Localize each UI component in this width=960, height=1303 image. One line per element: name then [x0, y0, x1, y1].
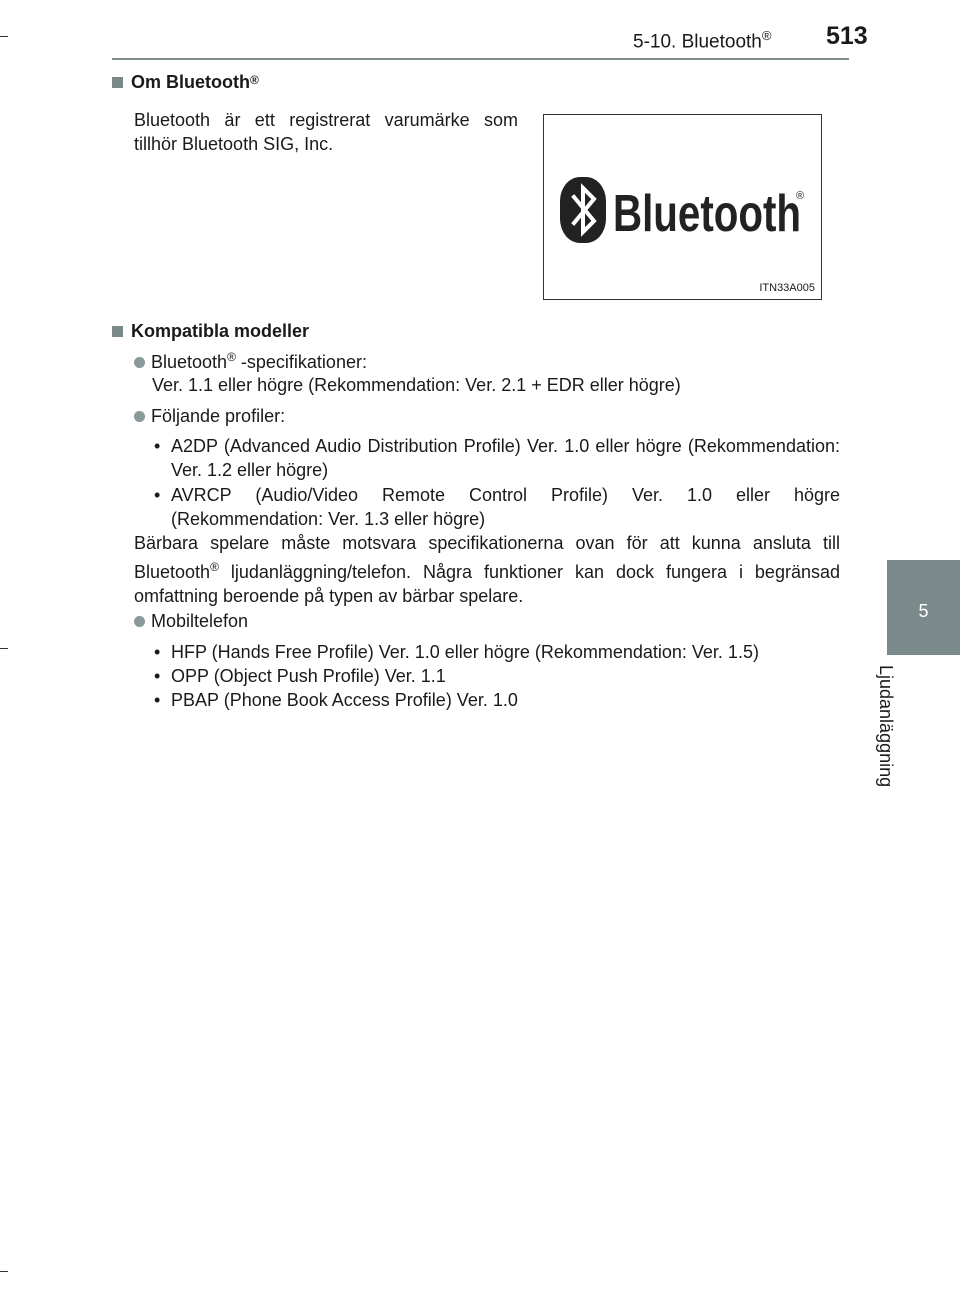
figure-code: ITN33A005: [759, 282, 815, 294]
list-item-profiles: Följande profiler:: [134, 404, 285, 428]
phone-profile-item: • PBAP (Phone Book Access Profile) Ver. 1.0: [154, 690, 518, 710]
crop-mark: [0, 648, 8, 649]
phone-profile-item: • OPP (Object Push Profile) Ver. 1.1: [154, 666, 446, 686]
round-bullet-icon: [134, 411, 145, 422]
svg-text:®: ®: [796, 190, 805, 202]
phone-profile-item: • HFP (Hands Free Profile) Ver. 1.0 eller högre (Rekommendation: Ver. 1.5): [154, 642, 759, 662]
page-number: 513: [826, 22, 868, 50]
square-bullet-icon: [112, 77, 123, 88]
header-rule: [112, 58, 849, 60]
crop-mark: [0, 36, 8, 37]
chapter-title: Ljudanläggning: [876, 665, 896, 788]
running-header: 5-10. Bluetooth®: [633, 28, 772, 53]
list-item-phone: Mobiltelefon: [134, 609, 248, 633]
crop-mark: [0, 1271, 8, 1272]
portable-note: Bärbara spelare måste motsvara specifikationerna ovan för att kunna ansluta till Bluetooth® ljudanläggning/telefon. Några funktioner kan dock fungera i begränsad omfattning beroende på typen av bärbar spelare.: [134, 533, 840, 606]
section-heading-compatible: Kompatibla modeller: [112, 321, 309, 342]
bluetooth-logo-figure: [543, 114, 822, 300]
bluetooth-logo: [544, 115, 821, 299]
round-bullet-icon: [134, 357, 145, 368]
chapter-tab: 5: [887, 560, 960, 655]
profile-item: • A2DP (Advanced Audio Distribution Profile) Ver. 1.0 eller högre (Rekommendation: Ver. 1.2 eller högre): [154, 436, 840, 480]
round-bullet-icon: [134, 616, 145, 627]
logo-wordmark: Bluetooth: [613, 185, 801, 243]
spec-detail: Ver. 1.1 eller högre (Rekommendation: Ver. 2.1 + EDR eller högre): [152, 375, 681, 395]
square-bullet-icon: [112, 326, 123, 337]
list-item-spec: Bluetooth® -specifikationer:: [134, 345, 367, 374]
about-text: Bluetooth är ett registrerat varumärke som tillhör Bluetooth SIG, Inc.: [134, 110, 518, 154]
profile-item: • AVRCP (Audio/Video Remote Control Profile) Ver. 1.0 eller högre (Rekommendation: Ver. 1.3 eller högre): [154, 485, 840, 529]
section-heading-about: Om Bluetooth ®: [112, 72, 259, 93]
